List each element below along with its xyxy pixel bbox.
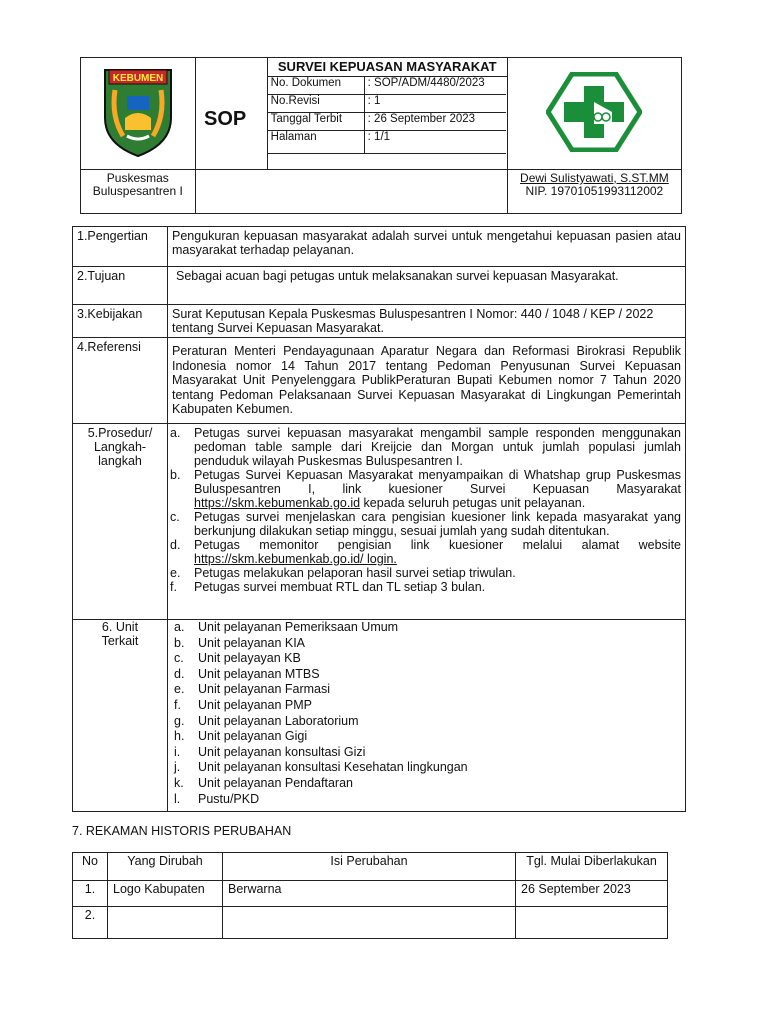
item-marker: a. bbox=[174, 620, 185, 634]
section-label: 3.Kebijakan bbox=[73, 305, 168, 338]
item-marker: c. bbox=[170, 510, 180, 524]
item-text-part: Petugas memonitor pengisian link kuesioner melalui alamat website bbox=[194, 538, 681, 552]
list-item bbox=[170, 538, 681, 566]
list-item bbox=[170, 426, 681, 468]
history-header: Isi Perubahan bbox=[223, 853, 516, 881]
history-cell bbox=[108, 907, 223, 939]
item-marker: c. bbox=[174, 651, 184, 666]
item-marker: f. bbox=[170, 580, 177, 594]
list-item bbox=[170, 580, 681, 594]
signer-nip: NIP. 19701051993112002 bbox=[525, 184, 664, 198]
item-text: Petugas survei membuat RTL dan TL setiap 3 bulan. bbox=[194, 580, 486, 594]
item-marker: l. bbox=[174, 791, 181, 806]
history-header: No bbox=[73, 853, 108, 881]
meta-value: : 1 bbox=[364, 95, 506, 113]
history-cell: Logo Kabupaten bbox=[108, 881, 223, 907]
section-label bbox=[73, 620, 168, 812]
section-text: Sebagai acuan bagi petugas untuk melaksanakan survei kepuasan Masyarakat. bbox=[168, 267, 686, 305]
section-label: 4.Referensi bbox=[73, 338, 168, 424]
item-marker: e. bbox=[170, 566, 181, 580]
history-cell: 2. bbox=[73, 907, 108, 939]
list-item bbox=[174, 620, 681, 636]
puskesmas-logo-icon bbox=[546, 72, 642, 152]
list-item bbox=[170, 468, 681, 510]
survey-link[interactable]: https://skm.kebumenkab.go.id bbox=[194, 496, 361, 510]
item-marker: e. bbox=[174, 682, 185, 697]
label-line: 6. Unit bbox=[101, 620, 139, 634]
meta-table bbox=[267, 77, 506, 154]
list-item bbox=[174, 729, 681, 745]
item-text-part: kepada seluruh petugas unit pelayanan. bbox=[360, 496, 586, 510]
section-label: 1.Pengertian bbox=[73, 227, 168, 267]
history-header: Yang Dirubah bbox=[108, 853, 223, 881]
list-item bbox=[174, 792, 681, 808]
item-text: Unit pelayayan KB bbox=[198, 651, 301, 666]
org-line1: Puskesmas bbox=[106, 171, 169, 185]
meta-label: Tanggal Terbit bbox=[267, 113, 364, 131]
history-title: 7. REKAMAN HISTORIS PERUBAHAN bbox=[72, 824, 292, 838]
section-text: Peraturan Menteri Pendayagunaan Aparatur Negara dan Reformasi Birokrasi Republik Indonesia nomor 14 Tahun 2017 tentang Pedoman Penyusunan Survei Kepuasan Masyarakat Unit Penyelenggara PublikPeraturan Bupati Kebumen nomor 7 Tahun 2020 tentang Pedoman Pelaksanaan Survei Kepuasan Masyarakat di Lingkungan Pemerintah Kabupaten Kebumen. bbox=[168, 338, 686, 424]
item-text: Unit pelayanan Farmasi bbox=[198, 682, 331, 697]
meta-value: : 1/1 bbox=[364, 131, 506, 154]
list-item bbox=[174, 651, 681, 667]
section-label bbox=[73, 424, 168, 620]
list-item bbox=[170, 510, 681, 538]
history-cell: 26 September 2023 bbox=[516, 881, 668, 907]
meta-value: : SOP/ADM/4480/2023 bbox=[364, 77, 506, 95]
list-item bbox=[170, 566, 681, 580]
item-text: Unit pelayanan konsultasi Kesehatan lingkungan bbox=[198, 760, 468, 775]
item-text: Unit pelayanan Pemeriksaan Umum bbox=[198, 620, 399, 634]
unit-list bbox=[174, 620, 681, 807]
list-item bbox=[174, 682, 681, 698]
crest-label: KEBUMEN bbox=[112, 73, 164, 84]
history-cell: 1. bbox=[73, 881, 108, 907]
item-text: Unit pelayanan Gigi bbox=[198, 729, 308, 744]
item-marker: b. bbox=[174, 635, 185, 650]
history-table bbox=[72, 852, 668, 939]
item-text bbox=[194, 468, 681, 510]
item-text: Petugas survei kepuasan masyarakat mengambil sample responden menggunakan pedoman table sample dari Kreijcie dan Morgan untuk jumlah populasi jumlah penduduk wilayah Puskesmas Buluspesantren I. bbox=[194, 426, 681, 468]
signer-name: Dewi Sulistyawati, S.ST.MM bbox=[520, 171, 669, 185]
kebumen-crest-icon bbox=[101, 66, 175, 158]
org-cell bbox=[81, 170, 196, 214]
item-text-part: Petugas Survei Kepuasan Masyarakat menyampaikan di Whatshap grup Puskesmas Buluspesantren I, link kuesioner Survei Kepuasan Masyarakat bbox=[194, 468, 681, 496]
item-text: Petugas melakukan pelaporan hasil survei setiap triwulan. bbox=[194, 566, 516, 580]
item-marker: d. bbox=[170, 538, 181, 552]
item-text: Unit pelayanan konsultasi Gizi bbox=[198, 744, 366, 759]
item-marker: d. bbox=[174, 666, 185, 681]
label-line: 5.Prosedur/ bbox=[87, 426, 153, 440]
regency-logo-cell bbox=[81, 58, 196, 170]
list-item bbox=[174, 745, 681, 761]
sop-label: SOP bbox=[204, 108, 247, 130]
label-line: Terkait bbox=[101, 634, 139, 648]
item-text: Unit pelayanan Pendaftaran bbox=[198, 775, 353, 790]
item-text: Unit pelayanan PMP bbox=[198, 697, 312, 712]
item-text: Unit pelayanan Laboratorium bbox=[198, 713, 359, 728]
list-item bbox=[174, 760, 681, 776]
meta-cell bbox=[267, 58, 507, 170]
unit-list-cell bbox=[168, 620, 686, 812]
history-cell: Berwarna bbox=[223, 881, 516, 907]
item-marker: i. bbox=[174, 744, 181, 759]
section-label: 2.Tujuan bbox=[73, 267, 168, 305]
org-line2: Buluspesantren I bbox=[92, 184, 183, 198]
meta-label: No. Dokumen bbox=[267, 77, 364, 95]
label-line: langkah bbox=[98, 454, 142, 468]
section-text: Surat Keputusan Kepala Puskesmas Buluspesantren I Nomor: 440 / 1048 / KEP / 2022 tentang Survei Kepuasan Masyarakat. bbox=[168, 305, 686, 338]
header-table bbox=[80, 57, 682, 214]
health-logo-cell bbox=[507, 58, 681, 170]
list-item bbox=[174, 776, 681, 792]
section-text: Pengukuran kepuasan masyarakat adalah survei untuk mengetahui kepuasan pasien atau masyarakat terhadap pelayanan. bbox=[168, 227, 686, 267]
item-marker: a. bbox=[170, 426, 181, 440]
procedure-list-cell bbox=[168, 424, 686, 620]
content-table bbox=[72, 226, 686, 812]
history-cell bbox=[223, 907, 516, 939]
item-text: Petugas survei menjelaskan cara pengisian kuesioner link kepada masyarakat yang berkunjung dilakukan setiap minggu, sesuai jumlah yang sudah ditentukan. bbox=[194, 510, 681, 538]
meta-value: : 26 September 2023 bbox=[364, 113, 506, 131]
table-row bbox=[73, 881, 668, 907]
list-item bbox=[174, 667, 681, 683]
item-marker: g. bbox=[174, 713, 185, 728]
item-marker: k. bbox=[174, 775, 184, 790]
list-item bbox=[174, 714, 681, 730]
table-row bbox=[73, 907, 668, 939]
item-marker: j. bbox=[174, 760, 181, 775]
history-header: Tgl. Mulai Diberlakukan bbox=[516, 853, 668, 881]
item-text: Unit pelayanan KIA bbox=[198, 635, 306, 650]
document-title: SURVEI KEPUASAN MASYARAKAT bbox=[268, 58, 507, 77]
item-text: Pustu/PKD bbox=[198, 791, 260, 806]
history-cell bbox=[516, 907, 668, 939]
item-text bbox=[194, 538, 681, 566]
label-line: Langkah- bbox=[93, 440, 147, 454]
meta-label: Halaman bbox=[267, 131, 364, 154]
list-item bbox=[174, 698, 681, 714]
item-marker: b. bbox=[170, 468, 181, 482]
item-text: Unit pelayanan MTBS bbox=[198, 666, 320, 681]
signer-cell bbox=[507, 170, 681, 214]
meta-label: No.Revisi bbox=[267, 95, 364, 113]
list-item bbox=[174, 636, 681, 652]
item-marker: h. bbox=[174, 729, 185, 744]
procedure-list bbox=[170, 426, 681, 594]
login-link[interactable]: https://skm.kebumenkab.go.id/ login. bbox=[194, 552, 397, 566]
item-marker: f. bbox=[174, 697, 181, 712]
blank-cell bbox=[195, 170, 507, 214]
